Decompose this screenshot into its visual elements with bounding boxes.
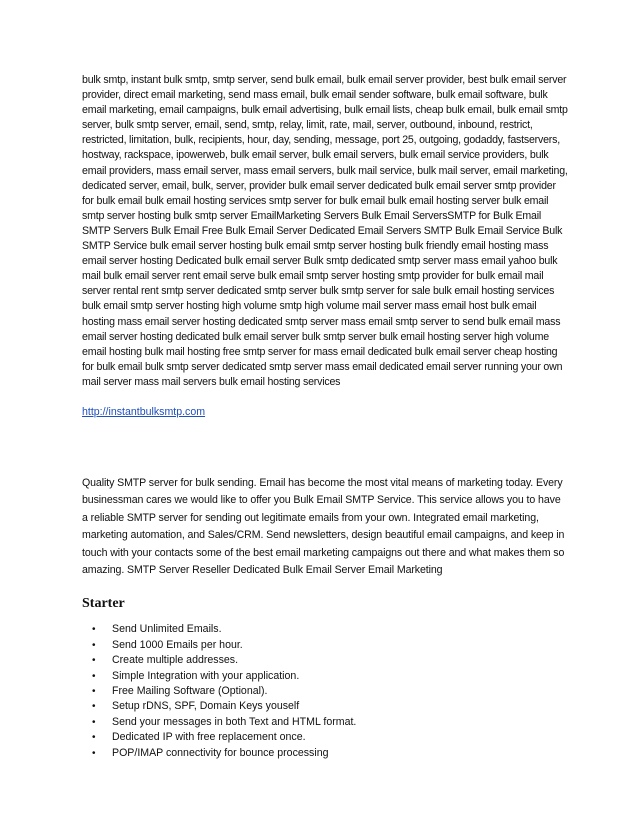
bullet-icon: • bbox=[92, 747, 96, 759]
feature-text: Dedicated IP with free replacement once. bbox=[112, 731, 306, 744]
feature-list bbox=[82, 622, 568, 761]
feature-item bbox=[82, 715, 568, 730]
bullet-icon: • bbox=[92, 624, 96, 636]
service-description-paragraph: Quality SMTP server for bulk sending. Email has become the most vital means of marketing today. Every businessman cares we would like to offer you Bulk Email SMTP Service. This service allows you to have a reliable SMTP server for sending out legitimate emails from your own. Integrated email marketing, marketing automation, and Sales/CRM. Send newsletters, design beautiful email campaigns, and keep in touch with your contacts some of the best email marketing campaigns out there and what makes them so amazing. SMTP Server Reseller Dedicated Bulk Email Server Email Marketing bbox=[82, 476, 565, 576]
feature-text: Send 1000 Emails per hour. bbox=[112, 638, 243, 651]
feature-text: POP/IMAP connectivity for bounce processing bbox=[112, 746, 329, 759]
bullet-icon: • bbox=[92, 716, 96, 728]
bullet-icon: • bbox=[92, 670, 96, 682]
website-link[interactable]: http://instantbulksmtp.com bbox=[82, 405, 206, 418]
feature-text: Send your messages in both Text and HTML format. bbox=[112, 715, 357, 728]
bullet-icon: • bbox=[92, 686, 96, 698]
feature-item bbox=[82, 653, 568, 668]
feature-item bbox=[82, 746, 568, 761]
feature-item bbox=[82, 638, 568, 653]
bullet-icon: • bbox=[92, 655, 96, 667]
feature-item bbox=[82, 730, 568, 745]
bullet-icon: • bbox=[92, 701, 96, 713]
document-body bbox=[82, 73, 568, 761]
feature-item bbox=[82, 622, 568, 637]
feature-text: Free Mailing Software (Optional). bbox=[112, 685, 268, 698]
feature-item bbox=[82, 699, 568, 714]
feature-item bbox=[82, 684, 568, 699]
feature-item bbox=[82, 669, 568, 684]
keywords-paragraph: bulk smtp, instant bulk smtp, smtp server, send bulk email, bulk email server provider, best bulk email server provider, direct email marketing, send mass email, bulk email sender software, bulk email software, bulk email marketing, email campaigns, bulk email advertising, bulk email lists, cheap bulk email, bulk email smtp server, bulk smtp server, email, send, smtp, relay, limit, rate, mail, server, outbound, inbound, restrict, restricted, limitation, bulk, recipients, hour, day, sending, message, port 25, outgoing, godaddy, fastservers, hostway, rackspace, ipowerweb, bulk email server, bulk email servers, bulk email service providers, bulk email providers, mass email server, mass email servers, bulk mail service, bulk mail server, email marketing, dedicated server, email, bulk, server, provider bulk email server dedicated bulk email server smtp provider for bulk email bulk email hosting services smtp server for bulk email bulk email hosting server bulk email smtp server hosting bulk smtp server EmailMarketing Servers Bulk Email ServersSMTP for Bulk Email SMTP Servers Bulk Email Free Bulk Email Server Dedicated Email Servers SMTP Bulk Email Service Bulk SMTP Service bulk email server hosting bulk email smtp server hosting bulk friendly email hosting mass email server hosting Dedicated bulk email server Bulk smtp dedicated smtp server mass email yahoo bulk mail bulk email server rent email serve bulk email smtp server hosting smtp provider for bulk email mail server rental rent smtp server dedicated smtp server bulk smtp server for sale bulk email hosting services bulk email smtp server hosting high volume smtp high volume mail server mass email host bulk email hosting mass email server hosting dedicated smtp server mass email smtp server to send bulk email mass email server hosting dedicated bulk email server bulk smtp server bulk email hosting server high volume email hosting bulk mail hosting free smtp server for mass email dedicated bulk email server cheap hosting for bulk email bulk smtp server dedicated smtp server mass email dedicated email server running your own mail server mass mail servers bulk email hosting services bbox=[82, 74, 568, 388]
feature-text: Simple Integration with your application. bbox=[112, 669, 300, 682]
feature-text: Send Unlimited Emails. bbox=[112, 623, 222, 636]
plan-heading: Starter bbox=[82, 596, 125, 612]
feature-text: Setup rDNS, SPF, Domain Keys youself bbox=[112, 700, 300, 713]
feature-text: Create multiple addresses. bbox=[112, 654, 239, 667]
bullet-icon: • bbox=[92, 732, 96, 744]
bullet-icon: • bbox=[92, 639, 96, 651]
